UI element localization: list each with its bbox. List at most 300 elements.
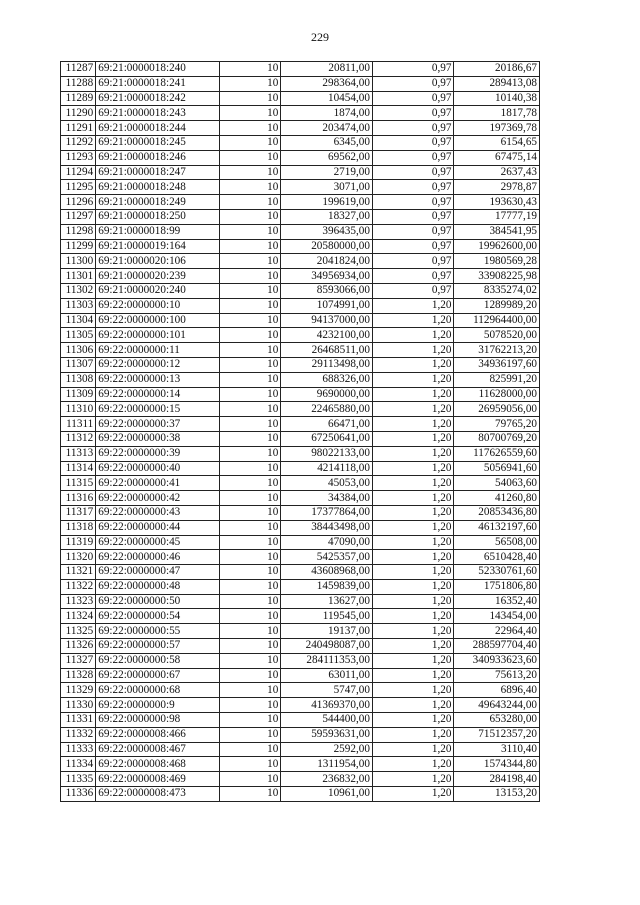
value-cell: 20811,00	[281, 62, 373, 77]
value-cell: 2719,00	[281, 165, 373, 180]
cadastral-number-cell: 69:22:0000000:11	[96, 343, 220, 358]
table-row	[61, 579, 540, 594]
table-row	[61, 135, 540, 150]
value-cell: 119545,00	[281, 609, 373, 624]
coefficient-cell: 0,97	[372, 269, 454, 284]
result-cell: 49643244,00	[454, 698, 540, 713]
table-row	[61, 313, 540, 328]
result-cell: 71512357,20	[454, 727, 540, 742]
table-row	[61, 121, 540, 136]
cadastral-number-cell: 69:21:0000018:242	[96, 91, 220, 106]
coefficient-cell: 1,20	[372, 594, 454, 609]
table-body	[61, 62, 540, 802]
coefficient-cell: 1,20	[372, 387, 454, 402]
result-cell: 2637,43	[454, 165, 540, 180]
row-number-cell: 11323	[61, 594, 96, 609]
row-number-cell: 11309	[61, 387, 96, 402]
coefficient-cell: 1,20	[372, 579, 454, 594]
cadastral-number-cell: 69:22:0000000:40	[96, 461, 220, 476]
coefficient-cell: 1,20	[372, 505, 454, 520]
row-number-cell: 11299	[61, 239, 96, 254]
cadastral-number-cell: 69:21:0000018:99	[96, 224, 220, 239]
cadastral-number-cell: 69:22:0000008:466	[96, 727, 220, 742]
table-row	[61, 713, 540, 728]
cadastral-number-cell: 69:22:0000000:14	[96, 387, 220, 402]
cadastral-number-cell: 69:22:0000000:42	[96, 491, 220, 506]
value-cell: 69562,00	[281, 150, 373, 165]
table-row	[61, 283, 540, 298]
category-cell: 10	[219, 446, 280, 461]
row-number-cell: 11298	[61, 224, 96, 239]
category-cell: 10	[219, 121, 280, 136]
category-cell: 10	[219, 476, 280, 491]
coefficient-cell: 1,20	[372, 298, 454, 313]
category-cell: 10	[219, 76, 280, 91]
table-row	[61, 505, 540, 520]
table-row	[61, 254, 540, 269]
cadastral-number-cell: 69:21:0000018:248	[96, 180, 220, 195]
row-number-cell: 11313	[61, 446, 96, 461]
value-cell: 41369370,00	[281, 698, 373, 713]
cadastral-number-cell: 69:22:0000000:46	[96, 550, 220, 565]
result-cell: 75613,20	[454, 668, 540, 683]
coefficient-cell: 0,97	[372, 283, 454, 298]
category-cell: 10	[219, 609, 280, 624]
cadastral-number-cell: 69:22:0000000:39	[96, 446, 220, 461]
row-number-cell: 11307	[61, 357, 96, 372]
row-number-cell: 11334	[61, 757, 96, 772]
cadastral-number-cell: 69:22:0000000:10	[96, 298, 220, 313]
category-cell: 10	[219, 224, 280, 239]
table-row	[61, 491, 540, 506]
row-number-cell: 11332	[61, 727, 96, 742]
result-cell: 8335274,02	[454, 283, 540, 298]
cadastral-number-cell: 69:21:0000018:247	[96, 165, 220, 180]
result-cell: 112964400,00	[454, 313, 540, 328]
category-cell: 10	[219, 180, 280, 195]
row-number-cell: 11325	[61, 624, 96, 639]
row-number-cell: 11312	[61, 431, 96, 446]
row-number-cell: 11314	[61, 461, 96, 476]
cadastral-number-cell: 69:22:0000000:41	[96, 476, 220, 491]
result-cell: 17777,19	[454, 209, 540, 224]
cadastral-number-cell: 69:22:0000008:473	[96, 787, 220, 802]
cadastral-number-cell: 69:21:0000019:164	[96, 239, 220, 254]
result-cell: 197369,78	[454, 121, 540, 136]
value-cell: 5425357,00	[281, 550, 373, 565]
row-number-cell: 11310	[61, 402, 96, 417]
category-cell: 10	[219, 683, 280, 698]
category-cell: 10	[219, 298, 280, 313]
value-cell: 284111353,00	[281, 653, 373, 668]
result-cell: 825991,20	[454, 372, 540, 387]
value-cell: 18327,00	[281, 209, 373, 224]
value-cell: 66471,00	[281, 417, 373, 432]
category-cell: 10	[219, 653, 280, 668]
row-number-cell: 11321	[61, 565, 96, 580]
cadastral-number-cell: 69:22:0000008:467	[96, 742, 220, 757]
value-cell: 240498087,00	[281, 639, 373, 654]
coefficient-cell: 1,20	[372, 772, 454, 787]
row-number-cell: 11302	[61, 283, 96, 298]
row-number-cell: 11336	[61, 787, 96, 802]
table-row	[61, 772, 540, 787]
coefficient-cell: 1,20	[372, 372, 454, 387]
category-cell: 10	[219, 357, 280, 372]
category-cell: 10	[219, 624, 280, 639]
row-number-cell: 11322	[61, 579, 96, 594]
value-cell: 396435,00	[281, 224, 373, 239]
category-cell: 10	[219, 343, 280, 358]
table-row	[61, 757, 540, 772]
result-cell: 26959056,00	[454, 402, 540, 417]
row-number-cell: 11290	[61, 106, 96, 121]
row-number-cell: 11316	[61, 491, 96, 506]
value-cell: 38443498,00	[281, 520, 373, 535]
table-row	[61, 343, 540, 358]
value-cell: 98022133,00	[281, 446, 373, 461]
cadastral-number-cell: 69:21:0000018:245	[96, 135, 220, 150]
coefficient-cell: 0,97	[372, 165, 454, 180]
result-cell: 5056941,60	[454, 461, 540, 476]
category-cell: 10	[219, 505, 280, 520]
value-cell: 8593066,00	[281, 283, 373, 298]
table-row	[61, 328, 540, 343]
result-cell: 11628000,00	[454, 387, 540, 402]
table-row	[61, 668, 540, 683]
table-row	[61, 224, 540, 239]
table-row	[61, 387, 540, 402]
cadastral-number-cell: 69:22:0000000:54	[96, 609, 220, 624]
cadastral-number-cell: 69:21:0000018:240	[96, 62, 220, 77]
cadastral-number-cell: 69:22:0000000:12	[96, 357, 220, 372]
value-cell: 203474,00	[281, 121, 373, 136]
category-cell: 10	[219, 372, 280, 387]
value-cell: 2041824,00	[281, 254, 373, 269]
cadastral-number-cell: 69:22:0000000:15	[96, 402, 220, 417]
coefficient-cell: 0,97	[372, 150, 454, 165]
category-cell: 10	[219, 535, 280, 550]
category-cell: 10	[219, 269, 280, 284]
table-row	[61, 431, 540, 446]
row-number-cell: 11326	[61, 639, 96, 654]
value-cell: 4214118,00	[281, 461, 373, 476]
category-cell: 10	[219, 550, 280, 565]
table-row	[61, 269, 540, 284]
coefficient-cell: 0,97	[372, 224, 454, 239]
coefficient-cell: 1,20	[372, 343, 454, 358]
coefficient-cell: 0,97	[372, 195, 454, 210]
category-cell: 10	[219, 239, 280, 254]
category-cell: 10	[219, 461, 280, 476]
table-row	[61, 417, 540, 432]
coefficient-cell: 1,20	[372, 653, 454, 668]
category-cell: 10	[219, 713, 280, 728]
cadastral-number-cell: 69:22:0000000:47	[96, 565, 220, 580]
category-cell: 10	[219, 313, 280, 328]
table-row	[61, 209, 540, 224]
result-cell: 288597704,40	[454, 639, 540, 654]
result-cell: 1817,78	[454, 106, 540, 121]
coefficient-cell: 1,20	[372, 357, 454, 372]
row-number-cell: 11330	[61, 698, 96, 713]
value-cell: 1459839,00	[281, 579, 373, 594]
coefficient-cell: 1,20	[372, 461, 454, 476]
table-row	[61, 402, 540, 417]
result-cell: 56508,00	[454, 535, 540, 550]
result-cell: 1980569,28	[454, 254, 540, 269]
coefficient-cell: 0,97	[372, 209, 454, 224]
cadastral-number-cell: 69:22:0000000:9	[96, 698, 220, 713]
coefficient-cell: 1,20	[372, 313, 454, 328]
table-row	[61, 683, 540, 698]
value-cell: 47090,00	[281, 535, 373, 550]
row-number-cell: 11289	[61, 91, 96, 106]
value-cell: 1874,00	[281, 106, 373, 121]
result-cell: 19962600,00	[454, 239, 540, 254]
result-cell: 20853436,80	[454, 505, 540, 520]
category-cell: 10	[219, 639, 280, 654]
value-cell: 63011,00	[281, 668, 373, 683]
coefficient-cell: 0,97	[372, 121, 454, 136]
table-row	[61, 550, 540, 565]
coefficient-cell: 1,20	[372, 431, 454, 446]
table-row	[61, 624, 540, 639]
coefficient-cell: 1,20	[372, 713, 454, 728]
coefficient-cell: 1,20	[372, 639, 454, 654]
result-cell: 31762213,20	[454, 343, 540, 358]
category-cell: 10	[219, 491, 280, 506]
category-cell: 10	[219, 387, 280, 402]
result-cell: 33908225,98	[454, 269, 540, 284]
value-cell: 29113498,00	[281, 357, 373, 372]
category-cell: 10	[219, 106, 280, 121]
value-cell: 9690000,00	[281, 387, 373, 402]
coefficient-cell: 1,20	[372, 683, 454, 698]
coefficient-cell: 1,20	[372, 727, 454, 742]
row-number-cell: 11329	[61, 683, 96, 698]
result-cell: 22964,40	[454, 624, 540, 639]
table-row	[61, 239, 540, 254]
table-row	[61, 165, 540, 180]
category-cell: 10	[219, 195, 280, 210]
table-row	[61, 461, 540, 476]
row-number-cell: 11304	[61, 313, 96, 328]
coefficient-cell: 1,20	[372, 698, 454, 713]
cadastral-number-cell: 69:21:0000018:250	[96, 209, 220, 224]
row-number-cell: 11318	[61, 520, 96, 535]
result-cell: 6154,65	[454, 135, 540, 150]
value-cell: 1311954,00	[281, 757, 373, 772]
result-cell: 6510428,40	[454, 550, 540, 565]
result-cell: 79765,20	[454, 417, 540, 432]
category-cell: 10	[219, 742, 280, 757]
coefficient-cell: 1,20	[372, 624, 454, 639]
cadastral-number-cell: 69:22:0000000:100	[96, 313, 220, 328]
cadastral-number-cell: 69:21:0000018:246	[96, 150, 220, 165]
table-row	[61, 594, 540, 609]
row-number-cell: 11311	[61, 417, 96, 432]
category-cell: 10	[219, 417, 280, 432]
value-cell: 13627,00	[281, 594, 373, 609]
coefficient-cell: 1,20	[372, 565, 454, 580]
result-cell: 80700769,20	[454, 431, 540, 446]
row-number-cell: 11292	[61, 135, 96, 150]
result-cell: 10140,38	[454, 91, 540, 106]
category-cell: 10	[219, 787, 280, 802]
table-row	[61, 742, 540, 757]
coefficient-cell: 1,20	[372, 476, 454, 491]
category-cell: 10	[219, 254, 280, 269]
coefficient-cell: 0,97	[372, 106, 454, 121]
cadastral-number-cell: 69:22:0000000:38	[96, 431, 220, 446]
coefficient-cell: 0,97	[372, 239, 454, 254]
cadastral-number-cell: 69:22:0000000:101	[96, 328, 220, 343]
cadastral-number-cell: 69:22:0000000:68	[96, 683, 220, 698]
coefficient-cell: 0,97	[372, 76, 454, 91]
coefficient-cell: 1,20	[372, 668, 454, 683]
table-row	[61, 180, 540, 195]
result-cell: 67475,14	[454, 150, 540, 165]
result-cell: 41260,80	[454, 491, 540, 506]
coefficient-cell: 1,20	[372, 609, 454, 624]
result-cell: 2978,87	[454, 180, 540, 195]
value-cell: 67250641,00	[281, 431, 373, 446]
coefficient-cell: 1,20	[372, 787, 454, 802]
row-number-cell: 11295	[61, 180, 96, 195]
category-cell: 10	[219, 772, 280, 787]
table-row	[61, 298, 540, 313]
coefficient-cell: 1,20	[372, 446, 454, 461]
row-number-cell: 11297	[61, 209, 96, 224]
value-cell: 34384,00	[281, 491, 373, 506]
table-row	[61, 62, 540, 77]
cadastral-number-cell: 69:21:0000020:239	[96, 269, 220, 284]
value-cell: 59593631,00	[281, 727, 373, 742]
row-number-cell: 11287	[61, 62, 96, 77]
table-row	[61, 787, 540, 802]
result-cell: 5078520,00	[454, 328, 540, 343]
value-cell: 10961,00	[281, 787, 373, 802]
cadastral-number-cell: 69:21:0000018:241	[96, 76, 220, 91]
table-row	[61, 698, 540, 713]
category-cell: 10	[219, 150, 280, 165]
result-cell: 384541,95	[454, 224, 540, 239]
row-number-cell: 11324	[61, 609, 96, 624]
value-cell: 20580000,00	[281, 239, 373, 254]
value-cell: 298364,00	[281, 76, 373, 91]
result-cell: 20186,67	[454, 62, 540, 77]
result-cell: 13153,20	[454, 787, 540, 802]
cadastral-number-cell: 69:21:0000018:243	[96, 106, 220, 121]
result-cell: 1574344,80	[454, 757, 540, 772]
value-cell: 199619,00	[281, 195, 373, 210]
coefficient-cell: 0,97	[372, 135, 454, 150]
value-cell: 2592,00	[281, 742, 373, 757]
cadastral-number-cell: 69:21:0000018:249	[96, 195, 220, 210]
category-cell: 10	[219, 135, 280, 150]
table-row	[61, 639, 540, 654]
cadastral-number-cell: 69:21:0000018:244	[96, 121, 220, 136]
coefficient-cell: 0,97	[372, 254, 454, 269]
value-cell: 17377864,00	[281, 505, 373, 520]
cadastral-number-cell: 69:22:0000000:45	[96, 535, 220, 550]
category-cell: 10	[219, 565, 280, 580]
category-cell: 10	[219, 757, 280, 772]
result-cell: 52330761,60	[454, 565, 540, 580]
result-cell: 46132197,60	[454, 520, 540, 535]
cadastral-number-cell: 69:22:0000000:43	[96, 505, 220, 520]
row-number-cell: 11288	[61, 76, 96, 91]
cadastral-number-cell: 69:22:0000000:67	[96, 668, 220, 683]
coefficient-cell: 1,20	[372, 402, 454, 417]
row-number-cell: 11317	[61, 505, 96, 520]
row-number-cell: 11291	[61, 121, 96, 136]
category-cell: 10	[219, 62, 280, 77]
row-number-cell: 11293	[61, 150, 96, 165]
category-cell: 10	[219, 165, 280, 180]
coefficient-cell: 1,20	[372, 491, 454, 506]
result-cell: 117626559,60	[454, 446, 540, 461]
table-row	[61, 653, 540, 668]
category-cell: 10	[219, 668, 280, 683]
value-cell: 22465880,00	[281, 402, 373, 417]
value-cell: 26468511,00	[281, 343, 373, 358]
coefficient-cell: 1,20	[372, 520, 454, 535]
row-number-cell: 11315	[61, 476, 96, 491]
result-cell: 143454,00	[454, 609, 540, 624]
row-number-cell: 11301	[61, 269, 96, 284]
result-cell: 1751806,80	[454, 579, 540, 594]
table-row	[61, 727, 540, 742]
coefficient-cell: 0,97	[372, 91, 454, 106]
cadastral-number-cell: 69:22:0000000:55	[96, 624, 220, 639]
value-cell: 236832,00	[281, 772, 373, 787]
value-cell: 688326,00	[281, 372, 373, 387]
table-row	[61, 565, 540, 580]
value-cell: 4232100,00	[281, 328, 373, 343]
table-row	[61, 476, 540, 491]
coefficient-cell: 0,97	[372, 62, 454, 77]
cadastral-value-table	[60, 61, 540, 802]
category-cell: 10	[219, 91, 280, 106]
cadastral-number-cell: 69:21:0000020:240	[96, 283, 220, 298]
cadastral-number-cell: 69:22:0000008:469	[96, 772, 220, 787]
value-cell: 34956934,00	[281, 269, 373, 284]
cadastral-number-cell: 69:22:0000000:50	[96, 594, 220, 609]
cadastral-number-cell: 69:22:0000000:58	[96, 653, 220, 668]
value-cell: 10454,00	[281, 91, 373, 106]
result-cell: 289413,08	[454, 76, 540, 91]
cadastral-number-cell: 69:22:0000000:57	[96, 639, 220, 654]
coefficient-cell: 0,97	[372, 180, 454, 195]
row-number-cell: 11328	[61, 668, 96, 683]
row-number-cell: 11319	[61, 535, 96, 550]
row-number-cell: 11306	[61, 343, 96, 358]
table-row	[61, 76, 540, 91]
category-cell: 10	[219, 579, 280, 594]
row-number-cell: 11294	[61, 165, 96, 180]
category-cell: 10	[219, 698, 280, 713]
row-number-cell: 11331	[61, 713, 96, 728]
value-cell: 6345,00	[281, 135, 373, 150]
cadastral-number-cell: 69:21:0000020:106	[96, 254, 220, 269]
row-number-cell: 11296	[61, 195, 96, 210]
table-row	[61, 106, 540, 121]
result-cell: 16352,40	[454, 594, 540, 609]
coefficient-cell: 1,20	[372, 417, 454, 432]
cadastral-number-cell: 69:22:0000000:48	[96, 579, 220, 594]
